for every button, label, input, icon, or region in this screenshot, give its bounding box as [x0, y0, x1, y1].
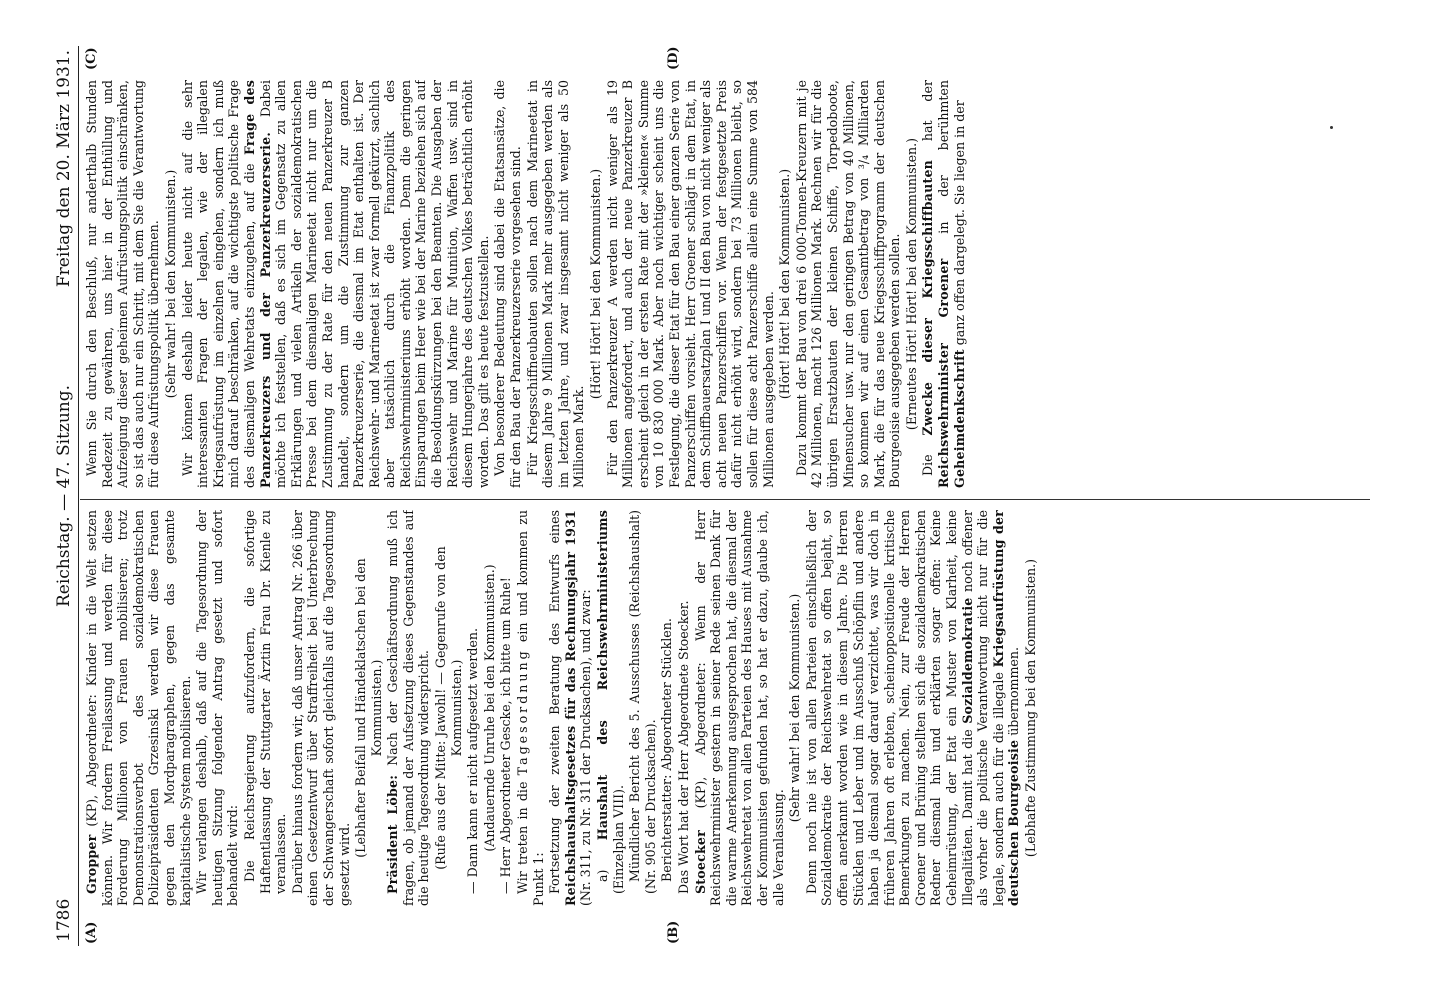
agenda-item: a) Haushalt des Reichswehrministeriums (Einzelplan VIII). — [595, 510, 626, 894]
paragraph: Dazu kommt der Bau von drei 6 000-Tonnen-Kreuzern mit je 42 Millionen, macht 126 Millionen Mark. Rechnen wir für die übrigen Ersatzbauten der kleinen Schiffe, Torpedoboote, Minensucher usw. nur den geringen Betrag von 40 Millionen, so kommen wir auf einen Gesamtbetrag von ³/₄ Milliarden Mark, die für das neue Kriegsschiffprogramm der deutschen Bourgeoisie ausgegeben werden sollen. — [793, 80, 903, 488]
paragraph: — Dann kann er nicht aufgesetzt werden. — [465, 628, 481, 894]
paragraph: Für den Panzerkreuzer A werden nicht weniger als 19 Millionen angefordert, und auch der neue Panzerkreuzer B erscheint gleich in der ersten Rate mit der »kleinen« Summe von 10 830 000 Mark. Aber noch wichtiger scheint uns die Festlegung, die dieser Etat für den Bau einer ganzen Serie von Panzerschiffen vorsieht. Herr Groener schlägt in dem Etat, in dem Schiffbauersatzplan I und II den Bau von nicht weniger als acht neuen Panzerschiffen vor. Wenn der festgesetzte Preis dafür nicht erhöht wird, sondern bei 73 Millionen bleibt, so sollen für diese acht Panzerschiffe allein eine Summe von 584 Millionen ausgegeben werden. — [604, 80, 776, 488]
margin-marker-c: (C) — [84, 47, 99, 70]
page-title: Reichstag. — 47. Sitzung. — [54, 384, 74, 608]
interjection: (Lebhafte Zustimmung bei den Kommunisten.) — [1023, 558, 1039, 858]
column-divider — [80, 499, 1370, 500]
paragraph: Wenn Sie durch den Beschluß, nur anderthalb Stunden Redezeit zu gewähren, uns hier in der Enthüllung und Aufzeigung dieser geheimen Aufrüstungspolitik einschränken, so ist das auch nur ein Schritt, mit dem Sie die Verantwortung für diese Aufrüstungspolitik übernehmen. — [84, 80, 162, 488]
motion-text: Die Reichsregierung aufzufordern, die sofortige Haftentlassung der Stuttgarter Ärztin Frau Dr. Kienle zu veranlassen. — [241, 510, 289, 894]
speck — [1330, 126, 1333, 129]
paragraph: Die Zwecke dieser Kriegsschiffbauten hat der Reichswehrminister Groener in der berühmten Geheimdenkschrift ganz offen dargelegt. Sie liegen in der — [920, 80, 967, 488]
paragraph: — Herr Abgeordneter Gescke, ich bitte um Ruhe! — [498, 577, 514, 894]
paragraph: Von besonderer Bedeutung sind dabei die Etatsansätze, die für den Bau der Panzerkreuzerserie vorgesehen sind. — [492, 80, 524, 488]
paragraph: Mündlicher Bericht des 5. Ausschusses (Reichshaushalt) (Nr. 905 der Drucksachen). — [627, 510, 658, 894]
paragraph: Wir verlangen deshalb, daß auf die Tagesordnung der heutigen Sitzung folgender Antrag gesetzt und sofort behandelt wird: — [194, 510, 241, 906]
paragraph: Gropper (KP), Abgeordneter: Kinder in die Welt setzen können. Wir fordern Freilassung und werden für diese Forderung Millionen von Frauen mobilisieren; trotz Demonstrationsverbot des sozialdemokratischen Polizeipräsidenten Grzesinski werden wir diese Frauen gegen den Mordparagraphen, gegen das gesamte kapitalistische System mobilisieren. — [84, 510, 193, 906]
left-column — [84, 510, 1364, 906]
paragraph: Wir treten in die Tagesordnung ein und kommen zu Punkt 1: — [515, 510, 546, 906]
page-date: Freitag den 20. März 1931. — [54, 50, 74, 288]
interjection: (Hört! Hört! bei den Kommunisten.) — [588, 168, 603, 400]
paragraph: Wir können deshalb leider heute nicht auf die sehr interessanten Fragen der legalen, wie der illegalen Kriegsaufrüstung im einzelnen eingehen, sondern ich muß mich darauf beschränken, auf die wichtigste politische Frage des diesmaligen Wehretats einzugehen, auf die Frage des Panzerkreuzers und der Panzerkreuzerserie. Dabei möchte ich feststellen, daß es sich im Gegensatz zu allen Erklärungen und vielen Artikeln der sozialdemokratischen Presse bei dem diesmaligen Marineetat nicht nur um die Zustimmung zu der Rate für den neuen Panzerkreuzer B handelt, sondern um die Zustimmung zur ganzen Panzerkreuzerserie, die diesmal im Etat enthalten ist. Der Reichswehr- und Marineetat ist zwar formell gekürzt, sachlich aber tatsächlich durch die Finanzpolitik des Reichswehrministeriums erhöht worden. Denn die geringen Einsparungen beim Heer wie bei der Marine beziehen sich auf die Besoldungskürzungen bei den Beamten. Die Ausgaben der Reichswehr und Marine für Munition, Waffen usw. sind in diesem Hungerjahre des deutschen Volkes beträchtlich erhöht worden. Das gilt es heute festzustellen. — [179, 80, 491, 488]
paragraph: Präsident Löbe: Nach der Geschäftsordnung muß ich fragen, ob jemand der Aufsetzung dieses Gegenstandes auf die heutige Tagesordnung widerspricht. — [385, 510, 432, 906]
paragraph: Darüber hinaus fordern wir, daß unser Antrag Nr. 266 über einen Gesetzentwurf über Straffreiheit bei Unterbrechung der Schwangerschaft sofort gleichfalls auf die Tagesordnung gesetzt wird. — [289, 510, 352, 906]
interjection: (Sehr wahr! bei den Kommunisten.) — [787, 593, 803, 823]
interjection: (Hört! Hört! bei den Kommunisten.) — [777, 168, 793, 400]
paragraph: Für Kriegsschiffneubauten sollen nach dem Marineetat in diesem Jahre 9 Millionen Mark mehr ausgegeben werden als im letzten Jahre, und zwar insgesamt nicht weniger als 50 Millionen Mark. — [524, 80, 587, 488]
page-number: 1786 — [54, 898, 74, 942]
paragraph: Fortsetzung der zweiten Beratung des Entwurfs eines Reichshaushaltsgesetzes für das Rechnungsjahr 1931 (Nr. 311, zu Nr. 311 der Drucksachen), und zwar: — [547, 510, 594, 906]
paragraph: Das Wort hat der Herr Abgeordnete Stoecker. — [675, 600, 691, 894]
interjection: (Sehr wahr! bei den Kommunisten.) — [162, 169, 178, 399]
interjection: (Andauernde Unruhe bei den Kommunisten.) — [481, 564, 497, 852]
interjection: (Rufe aus der Mitte: Jawohl! — Gegenrufe von den Kommunisten.) — [433, 546, 464, 870]
margin-marker-b: (B) — [666, 920, 681, 944]
speaker-name: Gropper — [84, 834, 99, 894]
paragraph: Stoecker (KP), Abgeordneter: Wenn der Herr Reichswehrminister gestern in seiner Rede seinen Dank für die warme Anerkennung ausgesprochen hat, die diesmal der Reichswehretat von allen Parteien des Hauses mit Ausnahme der Kommunisten gefunden hat, so hat er dazu, glaube ich, alle Veranlassung. — [692, 510, 786, 906]
right-column — [84, 80, 1364, 488]
page-header — [50, 46, 79, 946]
paragraph: Berichterstatter: Abgeordneter Stücklen. — [659, 618, 675, 882]
interjection: (Erneutes Hört! Hört! bei den Kommunisten.) — [903, 137, 919, 431]
margin-marker-d: (D) — [666, 46, 681, 70]
dfg-sidebar — [1418, 10, 1432, 994]
paragraph: Denn noch nie ist von allen Parteien einschließlich der Sozialdemokratie der Reichswehretat so offen bejaht, so offen anerkannt worden wie in diesem Jahre. Die Herren Stücklen und Leber und im Ausschuß Schöpflin und andere haben ja diesmal sogar darauf verzichtet, was wir doch in früheren Jahren oft erlebten, scheinoppositionelle kritische Bemerkungen zu machen. Nein, zur Freude der Herren Groener und Brüning stellten sich die sozialdemokratischen Redner diesmal hin und erklärten sogar offen: Keine Geheimrüstung, der Etat ein Muster von Klarheit, keine Illegalitäten. Damit hat die Sozialdemokratie noch offener als vorher die politische Verantwortung nicht nur für die legale, sondern auch für die illegale Kriegsaufrüstung der deutschen Bourgeoisie übernommen. — [803, 510, 1022, 906]
speaker-name: Stoecker — [692, 830, 708, 894]
margin-marker-a: (A) — [84, 921, 99, 944]
speaker-name: Präsident Löbe: — [385, 774, 401, 894]
rotated-page — [50, 46, 1370, 946]
interjection: (Lebhafter Beifall und Händeklatschen bei den Kommunisten.) — [353, 558, 384, 858]
